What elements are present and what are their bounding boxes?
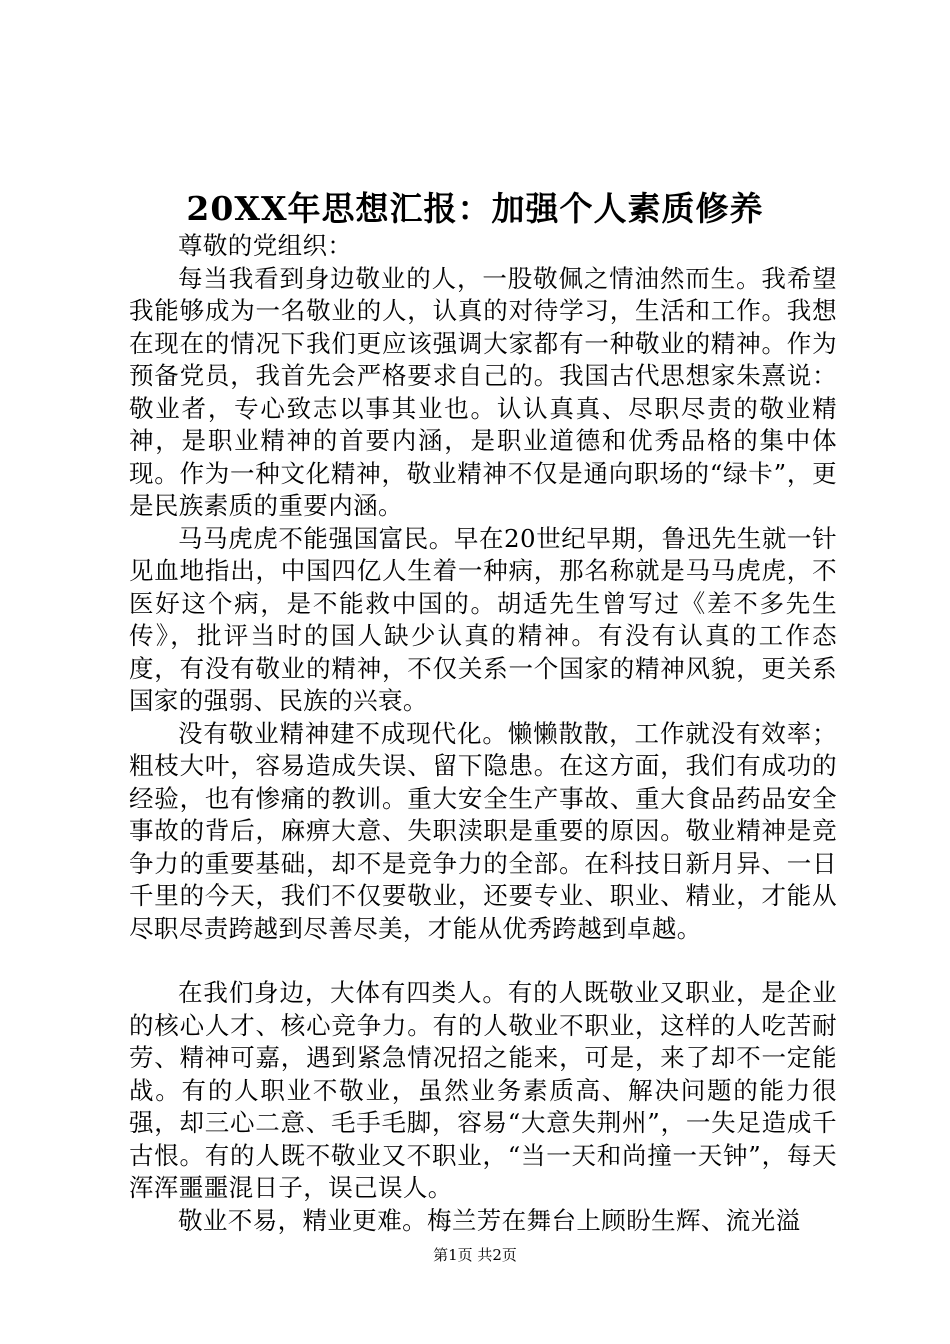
paragraph: 没有敬业精神建不成现代化。懒懒散散，工作就没有效率；粗枝大叶，容易造成失误、留下隐患。在这方面，我们有成功的经验，也有惨痛的教训。重大安全生产事故、重大食品药品安全事故的背后，麻痹大意、失职渎职是重要的原因。敬业精神是竞争力的重要基础，却不是竞争力的全部。在科技日新月异、一日千里的今天，我们不仅要敬业，还要专业、职业、精业，才能从尽职尽责跨越到尽善尽美，才能从优秀跨越到卓越。 xyxy=(129,718,837,943)
document-body xyxy=(129,230,837,1237)
paragraph: 每当我看到身边敬业的人，一股敬佩之情油然而生。我希望我能够成为一名敬业的人，认真的对待学习，生活和工作。我想在现在的情况下我们更应该强调大家都有一种敬业的精神。作为预备党员，我首先会严格要求自己的。我国古代思想家朱熹说：敬业者，专心致志以事其业也。认认真真、尽职尽责的敬业精神，是职业精神的首要内涵，是职业道德和优秀品格的集中体现。作为一种文化精神，敬业精神不仅是通向职场的“绿卡”，更是民族素质的重要内涵。 xyxy=(129,263,837,520)
paragraph: 在我们身边，大体有四类人。有的人既敬业又职业，是企业的核心人才、核心竞争力。有的人敬业不职业，这样的人吃苦耐劳、精神可嘉，遇到紧急情况招之能来，可是，来了却不一定能战。有的人职业不敬业，虽然业务素质高、解决问题的能力很强，却三心二意、毛手毛脚，容易“大意失荆州”，一失足造成千古恨。有的人既不敬业又不职业，“当一天和尚撞一天钟”，每天浑浑噩噩混日子，误己误人。 xyxy=(129,978,837,1202)
salutation: 尊敬的党组织： xyxy=(178,231,353,260)
document-title: 20XX年思想汇报：加强个人素质修养 xyxy=(186,189,764,228)
page-footer: 第1页 共2页 xyxy=(433,1246,517,1264)
paragraph: 敬业不易，精业更难。梅兰芳在舞台上顾盼生辉、流光溢 xyxy=(178,1205,801,1235)
paragraph: 马马虎虎不能强国富民。早在20世纪早期，鲁迅先生就一针见血地指出，中国四亿人生着一种病，那名称就是马马虎虎，不医好这个病，是不能救中国的。胡适先生曾写过《差不多先生传》，批评当时的国人缺少认真的精神。有没有认真的工作态度，有没有敬业的精神，不仅关系一个国家的精神风貌，更关系国家的强弱、民族的兴衰。 xyxy=(129,523,837,715)
